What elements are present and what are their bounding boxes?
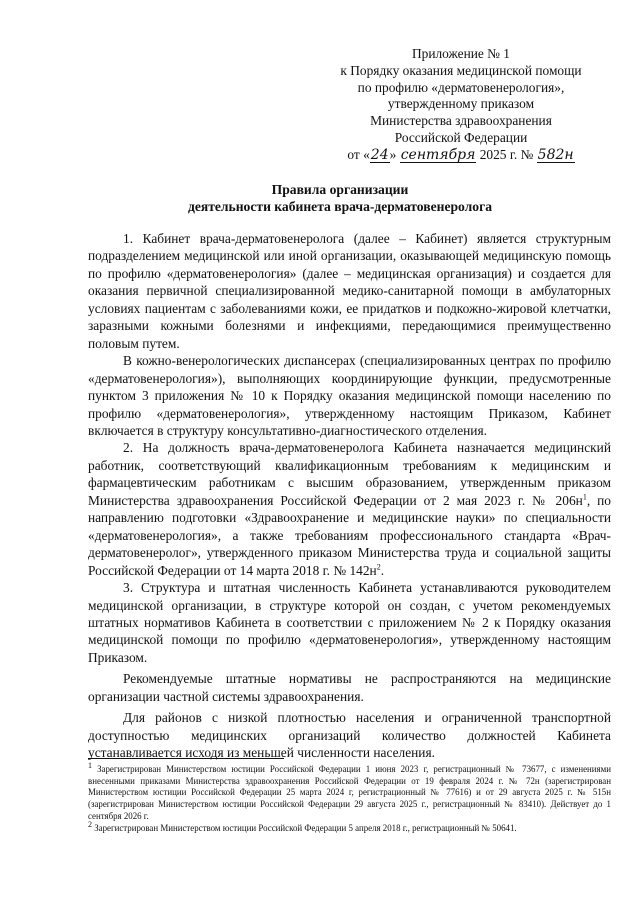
paragraph-1: 1. Кабинет врача-дерматовенеролога (далее – Кабинет) является структурным подразделением медицинской или иной организации, оказывающей медицинскую помощь по профилю «дерматовенерология» (далее – медицинская организация) и создается для оказания первичной специализированной медико-санитарной помощи в амбулаторных условиях пациентам с заболеваниями кожи, ее придатков и подкожно-жировой клетчатки, заразными кожными болезнями и инфекциями, передающимися преимущественно половым путем.	[88, 231, 611, 351]
appendix-line-6: Российской Федерации	[394, 129, 528, 145]
paragraph-3-low-density: Для районов с низкой плотностью населения и ограниченной транспортной доступностью медицинских организаций количество должностей Кабинета устанавливается исходя из меньшей численности населения.	[88, 710, 611, 761]
footnote-1	[88, 761, 612, 823]
footnote-2-text: Зарегистрирован Министерством юстиции Российской Федерации 5 апреля 2018 г., регистрационный № 50641.	[94, 822, 517, 833]
footnote-2-mark: 2	[88, 819, 92, 829]
footnotes	[88, 761, 612, 834]
handwritten-day: 24	[370, 146, 389, 163]
year-prefix: 2025 г. №	[479, 146, 534, 162]
appendix-line-2: к Порядку оказания медицинской помощи	[340, 62, 582, 78]
handwritten-month: сентября	[400, 146, 476, 163]
title-line-1: Правила организации	[271, 182, 409, 197]
footnote-2	[88, 819, 611, 835]
title-line-2: деятельности кабинета врача-дерматовенеролога	[187, 198, 493, 214]
appendix-header	[300, 46, 622, 164]
footnote-1-text: Зарегистрирован Министерством юстиции Российской Федерации 1 июня 2023 г, регистрационный № 73677, с изменениями внесенными приказами Министерства здравоохранения Российской Федерации от 19 февраля 2024 г. № 72н (зарегистрирован Министерством юстиции Российской Федерации 25 марта 2024 г, регистрационный № 77616) и от 29 августа 2025 г. № 515н (зарегистрирован Министерством юстиции Российской Федерации 29 августа 2025 г., регистрационный № 83410). Действует до 1 сентября 2026 г.	[88, 764, 612, 821]
paragraph-2-part-a: 2. На должность врача-дерматовенеролога Кабинета назначается медицинский работник, соответствующий квалификационным требованиям к медицинским и фармацевтическим работникам с высшим образованием, утвержденным приказом Министерства здравоохранения Российской Федерации от 2 мая 2023 г. № 206н	[88, 440, 611, 508]
document-title	[80, 182, 600, 216]
paragraph-3-private: Рекомендуемые штатные нормативы не распространяются на медицинские организации частной системы здравоохранения.	[88, 671, 611, 704]
paragraph-2-part-c: .	[380, 562, 385, 578]
paragraph-2	[88, 439, 611, 579]
footnote-ref-1: 1	[582, 492, 587, 502]
document-body	[88, 230, 611, 762]
footnote-divider	[88, 758, 284, 759]
date-mid: »	[389, 146, 397, 162]
appendix-date-line	[300, 147, 622, 164]
handwritten-number: 582н	[537, 146, 574, 163]
appendix-line-4: утвержденному приказом	[387, 96, 535, 112]
paragraph-2-part-b: , по направлению подготовки «Здравоохранение и медицинские науки» по специальности «дерматовенерология», а также требованиям профессионального стандарта «Врач-дерматовенеролог», утвержденного приказом Министерства труда и социальной защиты Российской Федерации от 14 марта 2018 г. № 142н	[88, 492, 612, 578]
paragraph-3: 3. Структура и штатная численность Кабинета устанавливаются руководителем медицинской организации, в структуре которой он создан, с учетом рекомендуемых штатных нормативов Кабинета в соответствии с приложением № 2 к Порядку оказания медицинской помощи по профилю «дерматовенерология», утвержденному настоящим Приказом.	[88, 580, 611, 665]
appendix-line-5: Министерства здравоохранения	[370, 113, 552, 129]
footnote-1-mark: 1	[88, 761, 92, 771]
date-prefix: от «	[347, 146, 370, 162]
paragraph-1-dispensaries: В кожно-венерологических диспансерах (специализированных центрах по профилю «дерматовенерология»), выполняющих координирующие функции, предусмотренные пунктом 3 приложения № 10 к Порядку оказания медицинской помощи населению по профилю «дерматовенерология», утвержденному настоящим Приказом, Кабинет включается в структуру консультативно-диагностического отделения.	[88, 353, 611, 438]
appendix-number: Приложение № 1	[411, 46, 511, 61]
footnote-ref-2: 2	[376, 562, 381, 572]
appendix-line-3: по профилю «дерматовенерология»,	[357, 79, 565, 95]
